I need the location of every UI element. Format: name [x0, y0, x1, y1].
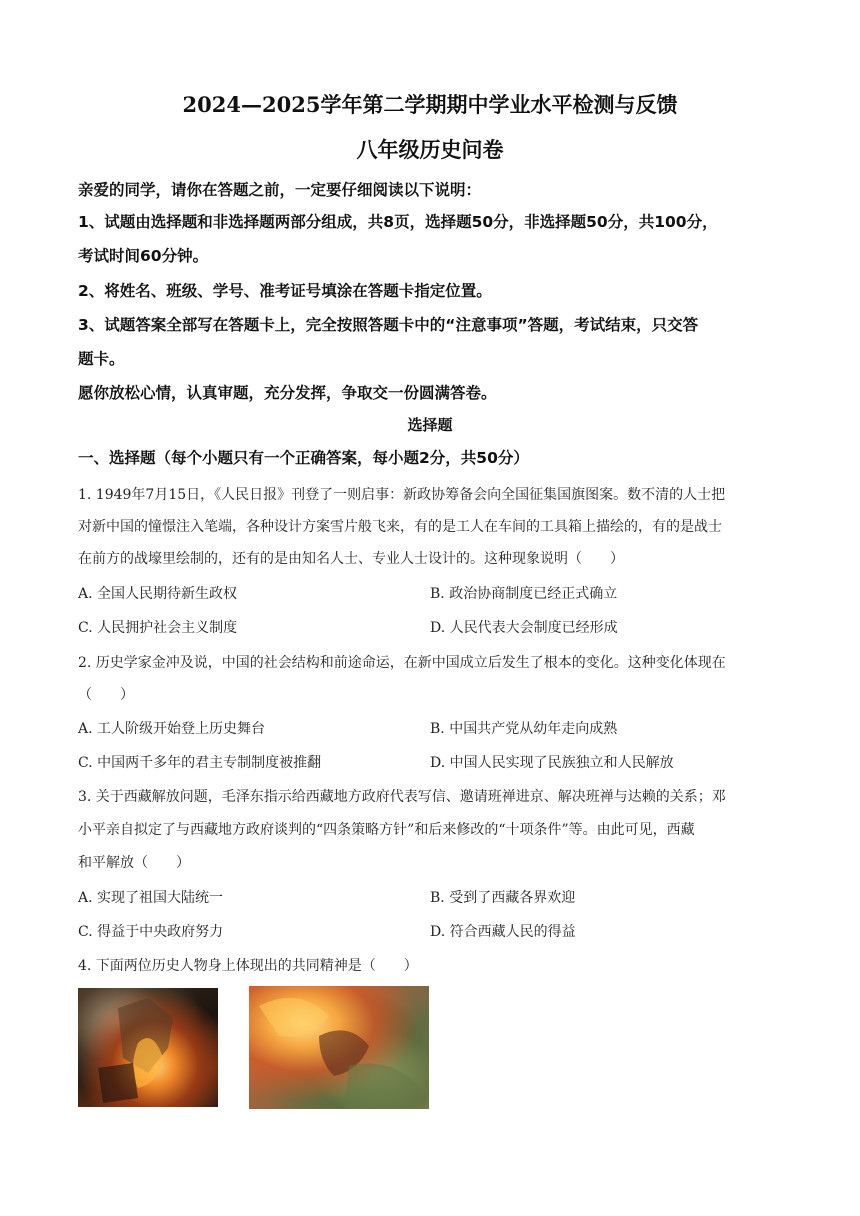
- burning-figure-painting-icon: [78, 988, 218, 1107]
- question-1-line-3: 在前方的战壕里绘制的，还有的是由知名人士、专业人士设计的。这种现象说明（ ）: [78, 551, 624, 567]
- question-3-option-b: B. 受到了西藏各界欢迎: [430, 890, 576, 906]
- question-3-line-1: 3. 关于西藏解放问题，毛泽东指示给西藏地方政府代表写信、邀请班禅进京、解决班禅与达赖的关系；邓: [78, 789, 726, 805]
- question-3-line-2: 小平亲自拟定了与西藏地方政府谈判的“四条策略方针”和后来修改的“十项条件”等。由此可见，西藏: [78, 822, 695, 838]
- question-2-option-b: B. 中国共产党从幼年走向成熟: [430, 721, 618, 737]
- question-1-option-c: C. 人民拥护社会主义制度: [78, 620, 238, 636]
- exam-subtitle: 八年级历史问卷: [356, 137, 504, 162]
- question-1-option-b: B. 政治协商制度已经正式确立: [430, 586, 618, 602]
- question-3-option-c: C. 得益于中央政府努力: [78, 924, 224, 940]
- question-2-option-a: A. 工人阶级开始登上历史舞台: [78, 721, 266, 737]
- flame-soldier-painting-icon: [249, 986, 429, 1109]
- section-name: 选择题: [407, 416, 453, 434]
- instruction-item-1: 1、试题由选择题和非选择题两部分组成，共8页，选择题50分，非选择题50分，共100分，: [78, 213, 718, 231]
- question-2-line-2: （ ）: [78, 687, 134, 703]
- question-3-option-a: A. 实现了祖国大陆统一: [78, 890, 224, 906]
- question-1-option-a: A. 全国人民期待新生政权: [78, 586, 238, 602]
- instructions-wish: 愿你放松心情，认真审题，充分发挥，争取交一份圆满答卷。: [78, 384, 497, 402]
- question-2-line-1: 2. 历史学家金冲及说，中国的社会结构和前途命运，在新中国成立后发生了根本的变化。这种变化体现在: [78, 655, 726, 671]
- instruction-item-3-cont: 题卡。: [78, 350, 125, 368]
- question-1-line-1: 1. 1949年7月15日，《人民日报》刊登了一则启事：新政协筹备会向全国征集国旗图案。数不清的人士把: [78, 487, 726, 503]
- instruction-item-3: 3、试题答案全部写在答题卡上，完全按照答题卡中的“注意事项”答题，考试结束，只交答: [78, 316, 699, 334]
- question-2-option-d: D. 中国人民实现了民族独立和人民解放: [430, 755, 674, 771]
- instruction-item-1-cont: 考试时间60分钟。: [78, 247, 209, 265]
- instructions-intro: 亲爱的同学，请你在答题之前，一定要仔细阅读以下说明：: [78, 181, 482, 199]
- section-heading: 一、选择题（每个小题只有一个正确答案，每小题2分，共50分）: [78, 449, 529, 467]
- question-2-option-c: C. 中国两千多年的君主专制制度被推翻: [78, 755, 322, 771]
- exam-title: 2024—2025学年第二学期期中学业水平检测与反馈: [182, 92, 678, 117]
- question-1-line-2: 对新中国的憧憬注入笔端，各种设计方案雪片般飞来，有的是工人在车间的工具箱上描绘的，有的是战士: [78, 519, 722, 535]
- question-1-option-d: D. 人民代表大会制度已经形成: [430, 620, 618, 636]
- question-3-line-3: 和平解放（ ）: [78, 855, 190, 871]
- question-4-line-1: 4. 下面两位历史人物身上体现出的共同精神是（ ）: [78, 958, 418, 974]
- instruction-item-2: 2、将姓名、班级、学号、准考证号填涂在答题卡指定位置。: [78, 282, 492, 300]
- question-3-option-d: D. 符合西藏人民的得益: [430, 924, 576, 940]
